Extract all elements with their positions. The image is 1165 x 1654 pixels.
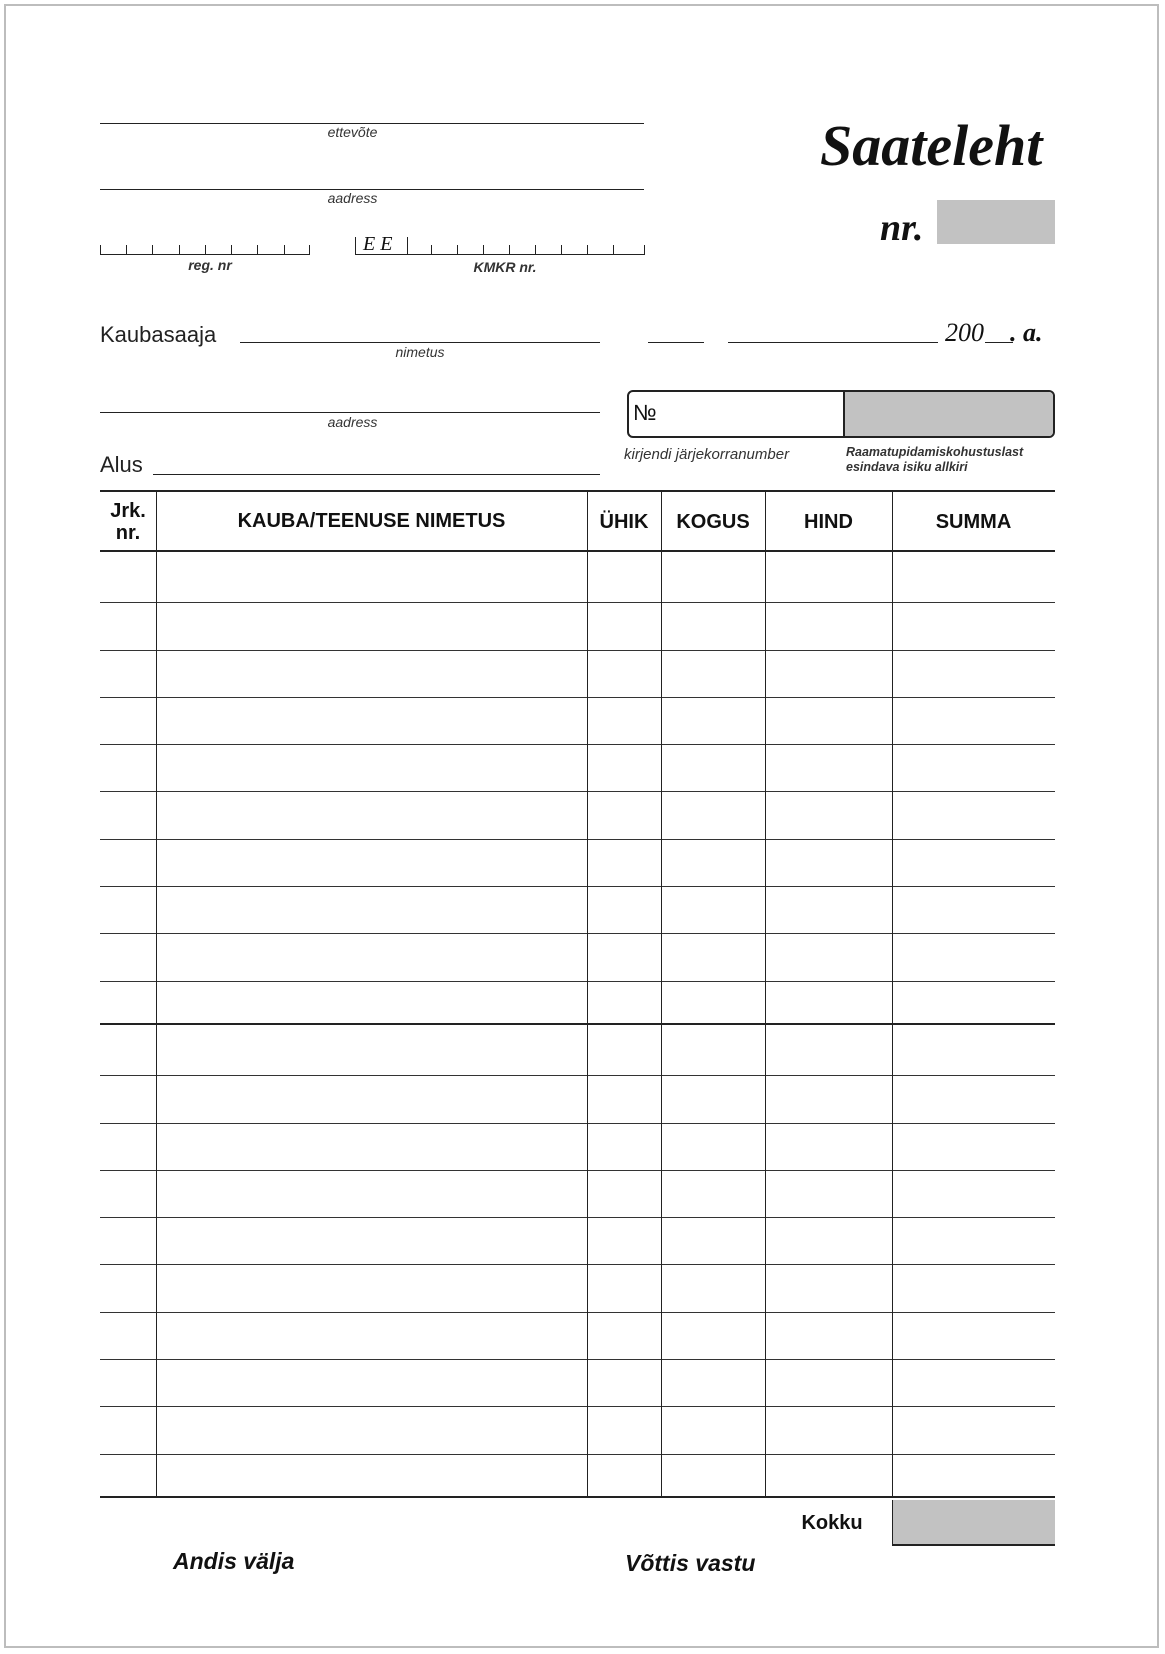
table-row[interactable] xyxy=(100,1265,1055,1312)
table-row[interactable] xyxy=(100,1454,1055,1501)
received-by-label: Võttis vastu xyxy=(625,1550,756,1576)
header-name: KAUBA/TEENUSE NIMETUS xyxy=(237,510,506,532)
vat-number-caption: KMKR nr. xyxy=(473,259,537,275)
header-index-2: nr. xyxy=(115,522,141,544)
table-row[interactable] xyxy=(100,697,1055,744)
entry-number-label: № xyxy=(633,400,657,425)
document-title: Saateleht xyxy=(820,113,1043,178)
table-row[interactable] xyxy=(100,1359,1055,1406)
table-row[interactable] xyxy=(100,933,1055,980)
table-row[interactable] xyxy=(100,650,1055,697)
recipient-address-caption: aadress xyxy=(327,414,378,430)
company-caption: ettevõte xyxy=(327,124,378,140)
header-qty: KOGUS xyxy=(676,511,750,533)
table-row[interactable] xyxy=(100,1075,1055,1122)
header-sum: SUMMA xyxy=(935,511,1012,533)
table-row[interactable] xyxy=(100,1312,1055,1359)
table-row[interactable] xyxy=(100,1170,1055,1217)
table-row[interactable] xyxy=(100,839,1055,886)
table-row[interactable] xyxy=(100,602,1055,649)
recipient-name-caption: nimetus xyxy=(395,344,445,360)
total-field[interactable] xyxy=(892,1500,1055,1546)
reg-number-caption: reg. nr xyxy=(188,257,232,273)
signature-caption-2: esindava isiku allkiri xyxy=(846,460,968,474)
entry-number-caption: kirjendi järjekorranumber xyxy=(624,446,790,463)
total-label: Kokku xyxy=(801,1512,863,1534)
recipient-label: Kaubasaaja xyxy=(100,322,217,347)
issuer-address-caption: aadress xyxy=(327,190,378,206)
document-number-label: nr. xyxy=(880,207,924,249)
table-row[interactable] xyxy=(100,792,1055,839)
table-row[interactable] xyxy=(100,886,1055,933)
table-row[interactable] xyxy=(100,1217,1055,1264)
header-index-1: Jrk. xyxy=(110,500,146,522)
header-unit: ÜHIK xyxy=(599,511,649,533)
table-row[interactable] xyxy=(100,1028,1055,1075)
table-row[interactable] xyxy=(100,1406,1055,1453)
signature-caption-1: Raamatupidamiskohustuslast xyxy=(846,445,1024,459)
year-suffix: . a. xyxy=(1010,318,1043,347)
issued-by-label: Andis välja xyxy=(173,1548,295,1574)
vat-prefix: E E xyxy=(363,233,393,255)
year-text: 200 xyxy=(945,318,984,347)
basis-label: Alus xyxy=(100,452,143,477)
table-row[interactable] xyxy=(100,1123,1055,1170)
table-row[interactable] xyxy=(100,744,1055,791)
table-row[interactable] xyxy=(100,981,1055,1028)
table-row[interactable] xyxy=(100,555,1055,602)
header-price: HIND xyxy=(804,511,853,533)
